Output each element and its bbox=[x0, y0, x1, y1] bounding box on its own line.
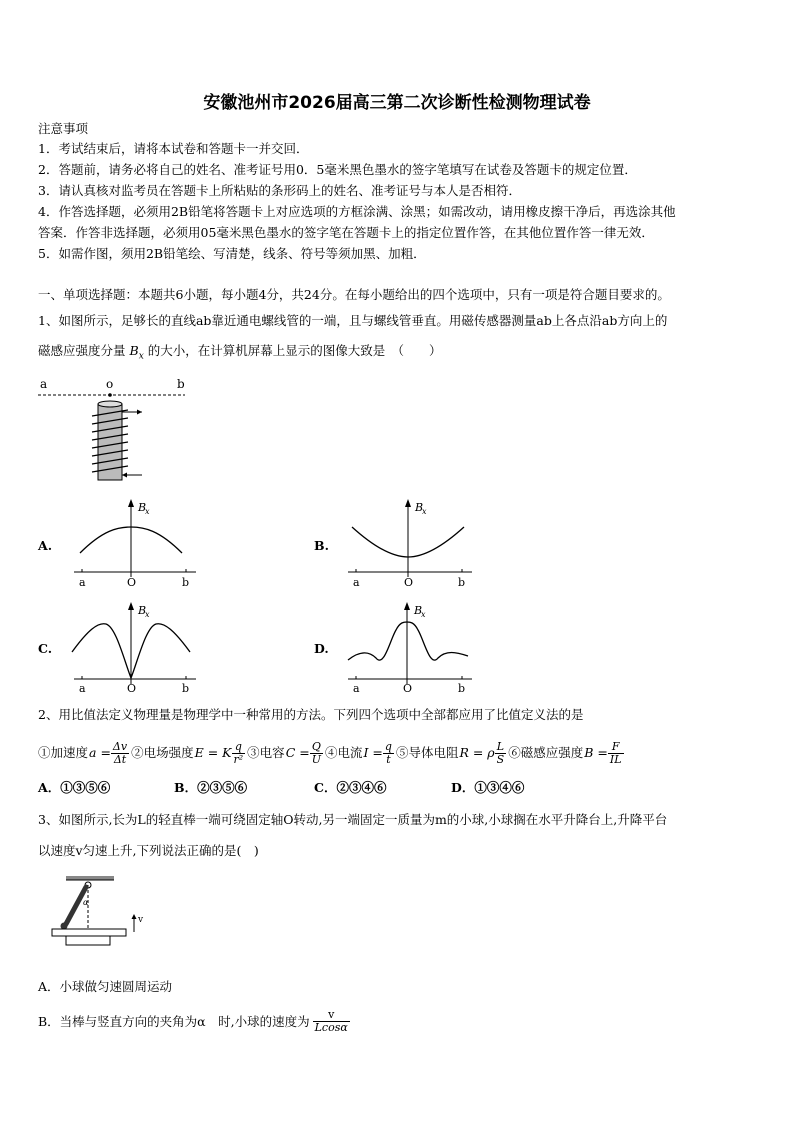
q1-option-a[interactable]: A. bbox=[38, 538, 53, 553]
notes-item: 2．答题前，请务必将自己的姓名、准考证号用0．5毫米黑色墨水的签字笔填写在试卷及答题卡的规定位置． bbox=[38, 162, 637, 177]
svg-text:B: B bbox=[414, 604, 423, 617]
q3-option-b[interactable]: B．当棒与竖直方向的夹角为α 时,小球的速度为 $\frac{v}{Lcos\alpha}$ bbox=[38, 1008, 348, 1034]
lift-platform-figure bbox=[40, 872, 155, 952]
fig-label-o: o bbox=[106, 377, 114, 391]
q1-option-c[interactable]: C. bbox=[38, 641, 53, 656]
svg-text:α: α bbox=[83, 898, 89, 907]
q1-option-b[interactable]: B. bbox=[314, 538, 329, 553]
notes-heading: 注意事项 bbox=[38, 121, 89, 136]
solenoid bbox=[92, 401, 142, 480]
notes-item: 5．如需作图，须用2B铅笔绘、写清楚，线条、符号等须加黑、加粗． bbox=[38, 246, 426, 261]
svg-text:O: O bbox=[403, 682, 413, 692]
q3-stem-line1: 3、如图所示,长为L的轻直棒一端可绕固定轴O转动,另一端固定一质量为m的小球,小球搁在水平升降台上,升降平台 bbox=[38, 812, 668, 827]
svg-text:x: x bbox=[145, 610, 150, 619]
svg-text:B: B bbox=[415, 501, 424, 514]
svg-text:B: B bbox=[138, 501, 147, 514]
notes-item: 3．请认真核对监考员在答题卡上所粘贴的条形码上的姓名、准考证号与本人是否相符． bbox=[38, 183, 521, 198]
platform bbox=[52, 929, 126, 936]
graph-c bbox=[68, 600, 208, 692]
q2-stem: 2、用比值法定义物理量是物理学中一种常用的方法。下列四个选项中全部都应用了比值定义法的是 bbox=[38, 707, 584, 722]
svg-text:b: b bbox=[182, 576, 190, 589]
svg-text:b: b bbox=[458, 576, 466, 589]
graph-b bbox=[344, 497, 484, 589]
svg-text:b: b bbox=[182, 682, 190, 692]
graph-d bbox=[344, 600, 484, 692]
q2-formulas: ①加速度 a = $\frac{\Delta v}{\Delta t}$ ②电场强度 E = K $\frac{q}{\text{r²}}$ ③电容 C = $\frac{Q}{U}$ ④电流 I = $\frac{q}{t}$ ⑤导体电阻 R = ρ $\frac{L}{S}$ ⑥磁感应强度 B = $\frac{F}{IL}$ bbox=[38, 739, 622, 766]
svg-text:B: B bbox=[138, 604, 147, 617]
q2-option-d[interactable]: D．①③④⑥ bbox=[451, 780, 525, 795]
point-o bbox=[108, 393, 112, 397]
svg-text:a: a bbox=[353, 576, 360, 589]
svg-text:a: a bbox=[79, 682, 86, 692]
page-title: 安徽池州市2026届高三第二次诊断性检测物理试卷 bbox=[203, 93, 591, 113]
section-heading: 一、单项选择题：本题共6小题，每小题4分，共24分。在每小题给出的四个选项中，只有一项是符合题目要求的。 bbox=[38, 287, 670, 302]
svg-text:O: O bbox=[127, 576, 137, 589]
svg-text:x: x bbox=[422, 507, 427, 516]
graph-a bbox=[68, 497, 208, 589]
svg-text:O: O bbox=[127, 682, 137, 692]
svg-text:b: b bbox=[458, 682, 466, 692]
notes-item: 1．考试结束后，请将本试卷和答题卡一并交回． bbox=[38, 141, 309, 156]
q2-option-a[interactable]: A．①③⑤⑥ bbox=[38, 780, 111, 795]
svg-text:O: O bbox=[404, 576, 414, 589]
ball bbox=[61, 923, 68, 930]
q2-option-b[interactable]: B．②③⑤⑥ bbox=[174, 780, 248, 795]
q1-stem-line2: 磁感应强度分量 $B_x$ 的大小，在计算机屏幕上显示的图像大致是 （ ） bbox=[38, 343, 442, 362]
q3-stem-line2: 以速度v匀速上升,下列说法正确的是( ) bbox=[38, 843, 259, 858]
q1-option-d[interactable]: D. bbox=[314, 641, 329, 656]
notes-item: 答案．作答非选择题，必须用05毫米黑色墨水的签字笔在答题卡上的指定位置作答，在其他位置作答一律无效． bbox=[38, 225, 654, 240]
fig-label-b: b bbox=[177, 377, 185, 391]
q1-stem-line1: 1、如图所示，足够长的直线ab靠近通电螺线管的一端，且与螺线管垂直。用磁传感器测量ab上各点沿ab方向上的 bbox=[38, 313, 668, 328]
svg-text:a: a bbox=[79, 576, 86, 589]
svg-text:x: x bbox=[145, 507, 150, 516]
q3-option-a[interactable]: A．小球做匀速圆周运动 bbox=[38, 979, 173, 994]
svg-text:x: x bbox=[421, 610, 426, 619]
ceiling bbox=[66, 876, 114, 880]
q2-option-c[interactable]: C．②③④⑥ bbox=[314, 780, 387, 795]
solenoid-figure bbox=[30, 374, 200, 489]
svg-text:a: a bbox=[353, 682, 360, 692]
platform-base bbox=[66, 936, 110, 945]
svg-text:v: v bbox=[138, 915, 144, 925]
fig-label-a: a bbox=[40, 377, 48, 391]
notes-item: 4．作答选择题，必须用2B铅笔将答题卡上对应选项的方框涂满、涂黑；如需改动，请用橡皮擦干净后，再选涂其他 bbox=[38, 204, 676, 219]
